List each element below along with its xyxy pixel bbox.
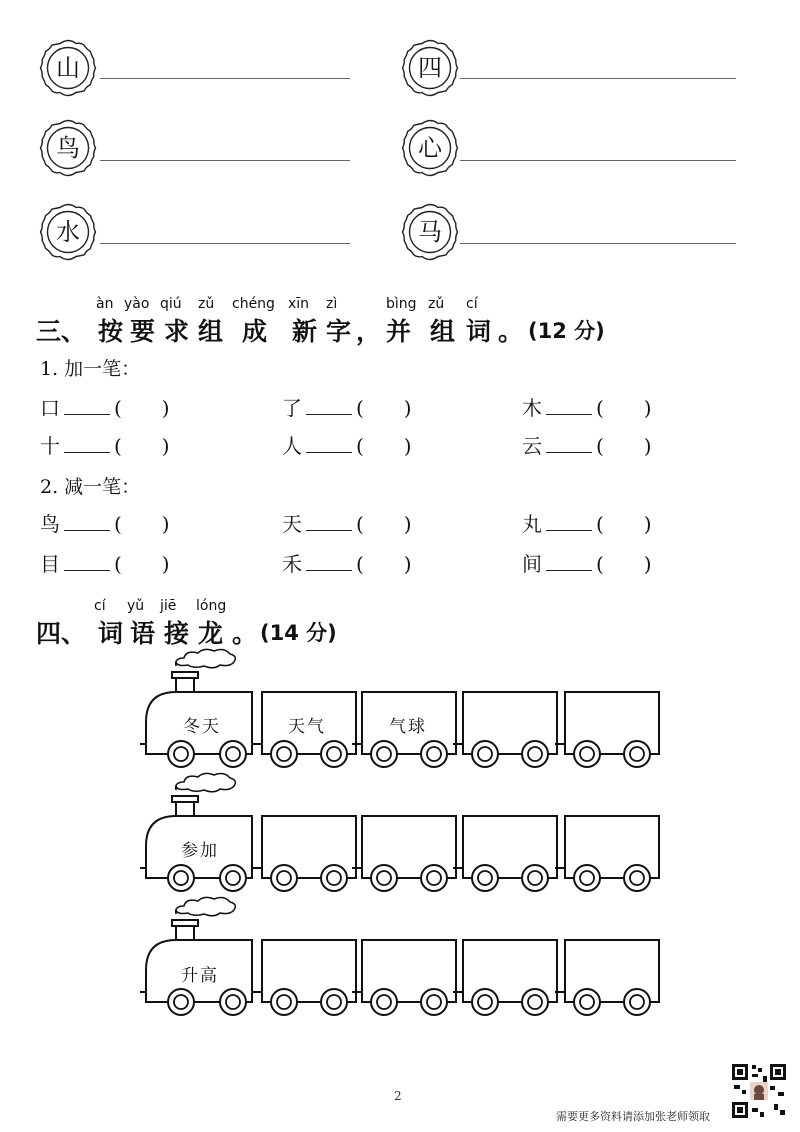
wheel-hub: [327, 747, 341, 761]
smoke-icon: [176, 897, 236, 915]
pinyin-jie: jiē: [160, 598, 177, 614]
answer-paren[interactable]: ( ): [114, 396, 170, 420]
train-2-car-1-word: 参加: [181, 841, 219, 861]
qr-code-icon: [730, 1062, 788, 1120]
smoke-icon: [176, 773, 236, 791]
chimney-cap: [172, 672, 198, 678]
flower-char-5: 水: [38, 202, 98, 262]
wheel-hub: [478, 995, 492, 1009]
remove-item-3: 丸 ( ): [522, 508, 652, 537]
add-item-4: 十 ( ): [40, 430, 170, 459]
flower-char-1: 山: [38, 38, 98, 98]
answer-paren[interactable]: ( ): [596, 512, 652, 536]
pinyin-an: àn: [96, 296, 114, 312]
add-item-6: 云 ( ): [522, 430, 652, 459]
wheel-hub: [327, 995, 341, 1009]
add-item-2: 了 ( ): [282, 392, 412, 421]
wheel-hub: [528, 747, 542, 761]
section-4-heading: 四、 词 语 接 龙 。 (14 分): [36, 614, 356, 648]
wheel-hub: [427, 747, 441, 761]
section-score: (14 分): [260, 621, 337, 645]
pinyin-yu: yǔ: [127, 598, 145, 614]
pinyin-yao: yào: [124, 296, 150, 312]
pinyin-qiu: qiú: [160, 296, 182, 312]
remove-item-2: 天 ( ): [282, 508, 412, 537]
wheel-hub: [528, 995, 542, 1009]
wheel-hub: [226, 747, 240, 761]
flower-char-2: 四: [400, 38, 460, 98]
section-score: (12 分): [528, 319, 605, 343]
wheel-hub: [174, 747, 188, 761]
train-3-car-1-word: 升高: [181, 966, 219, 986]
flower-char-4: 心: [400, 118, 460, 178]
footer-note: 需要更多资料请添加张老师领取: [556, 1110, 710, 1123]
chimney-cap: [172, 920, 198, 926]
train-1-car-3-word: 气球: [389, 717, 427, 737]
wheel-hub: [277, 871, 291, 885]
wheel-hub: [427, 995, 441, 1009]
add-item-1: 口 ( ): [40, 392, 170, 421]
pinyin-ci: cí: [466, 296, 478, 312]
wheel-hub: [580, 995, 594, 1009]
answer-paren[interactable]: ( ): [114, 434, 170, 458]
add-stroke-label: 1. 加一笔：: [40, 358, 141, 380]
remove-item-4: 目 ( ): [40, 548, 170, 577]
wheel-hub: [174, 995, 188, 1009]
wheel-hub: [528, 871, 542, 885]
remove-item-1: 鸟 ( ): [40, 508, 170, 537]
answer-paren[interactable]: ( ): [114, 512, 170, 536]
flower-char-6: 马: [400, 202, 460, 262]
answer-paren[interactable]: ( ): [596, 434, 652, 458]
wheel-hub: [277, 995, 291, 1009]
wheel-hub: [377, 871, 391, 885]
pinyin-xin: xīn: [288, 296, 310, 312]
page-number: 2: [394, 1089, 402, 1103]
wheel-hub: [478, 871, 492, 885]
smoke-icon: [176, 649, 236, 667]
answer-paren[interactable]: ( ): [596, 396, 652, 420]
pinyin-zi: zì: [326, 296, 338, 312]
train-1-car-1-word: 冬天: [183, 717, 221, 737]
answer-paren[interactable]: ( ): [114, 552, 170, 576]
wheel-hub: [630, 871, 644, 885]
section-3-heading: 三、 按 要 求 组 成 新 字 ， 并 组 词 。 (12 分): [36, 312, 636, 346]
wheel-hub: [478, 747, 492, 761]
answer-paren[interactable]: ( ): [356, 396, 412, 420]
add-item-5: 人 ( ): [282, 430, 412, 459]
flower-char-3: 鸟: [38, 118, 98, 178]
wheel-hub: [277, 747, 291, 761]
pinyin-long: lóng: [196, 598, 227, 614]
remove-stroke-label: 2. 减一笔：: [40, 476, 141, 498]
pinyin-zu: zǔ: [198, 296, 215, 312]
wheel-hub: [377, 995, 391, 1009]
pinyin-cheng: chéng: [232, 296, 275, 312]
answer-paren[interactable]: ( ): [596, 552, 652, 576]
wheel-hub: [226, 995, 240, 1009]
remove-item-6: 间 ( ): [522, 548, 652, 577]
wheel-hub: [226, 871, 240, 885]
train-1-car-2-word: 天气: [288, 717, 326, 737]
chimney-cap: [172, 796, 198, 802]
answer-paren[interactable]: ( ): [356, 434, 412, 458]
section-number: 四、: [36, 619, 87, 648]
pinyin-ci-4: cí: [94, 598, 106, 614]
wheel-hub: [174, 871, 188, 885]
wheel-hub: [427, 871, 441, 885]
wheel-hub: [630, 747, 644, 761]
wheel-hub: [377, 747, 391, 761]
wheel-hub: [580, 871, 594, 885]
answer-paren[interactable]: ( ): [356, 552, 412, 576]
add-item-3: 木 ( ): [522, 392, 652, 421]
wheel-hub: [327, 871, 341, 885]
section-number: 三、: [36, 317, 87, 346]
wheel-hub: [630, 995, 644, 1009]
pinyin-zu-2: zǔ: [428, 296, 445, 312]
remove-item-5: 禾 ( ): [282, 548, 412, 577]
wheel-hub: [580, 747, 594, 761]
answer-paren[interactable]: ( ): [356, 512, 412, 536]
pinyin-bing: bìng: [386, 296, 417, 312]
